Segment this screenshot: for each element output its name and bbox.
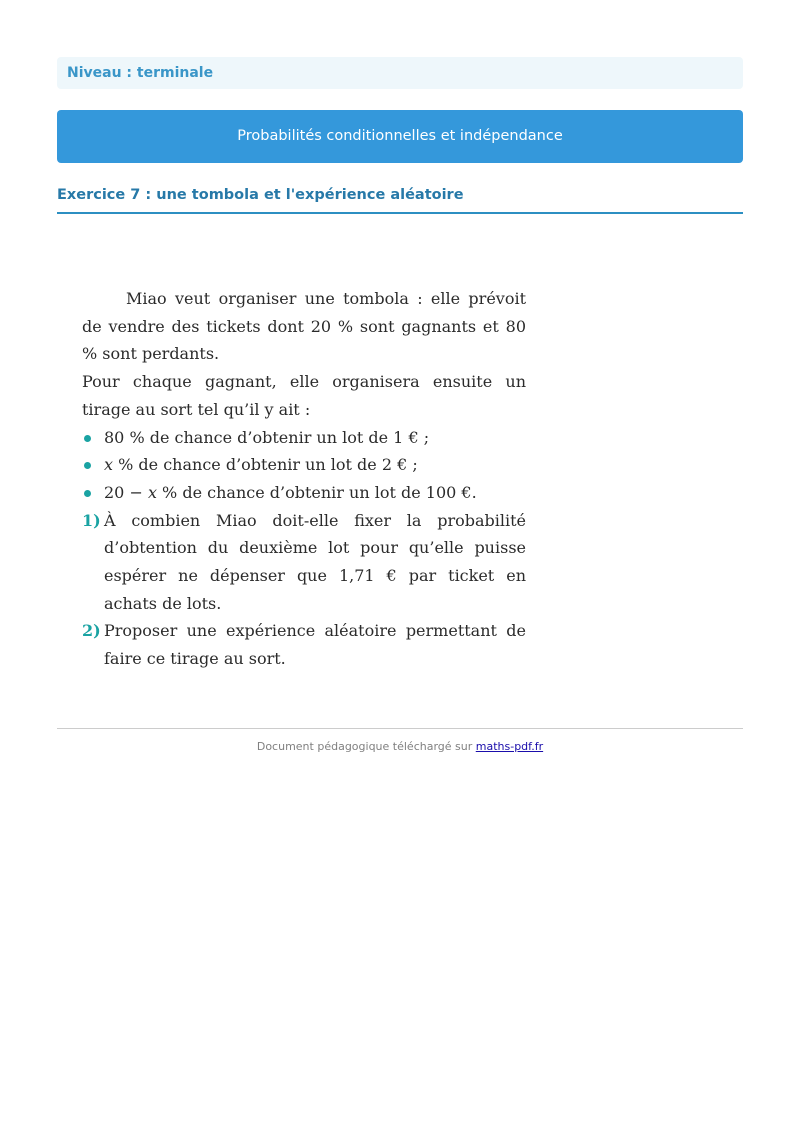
question-item xyxy=(82,507,526,618)
exercise-title: Exercice 7 : une tombola et l'expérience aléatoire xyxy=(57,184,743,214)
question-text: À combien Miao doit-elle fixer la probabilité d’obtention du deuxième lot pour qu’elle puisse espérer ne dépenser que 1,71 € par ticket en achats de lots. xyxy=(104,510,526,613)
question-item xyxy=(82,617,526,672)
case-prefix: 80 % xyxy=(104,427,145,447)
case-variable: x xyxy=(104,455,114,475)
footer-link[interactable]: maths-pdf.fr xyxy=(475,740,544,753)
case-text: de chance d’obtenir un lot de 1 € ; xyxy=(144,427,430,447)
list-item xyxy=(82,451,526,479)
footer xyxy=(57,740,743,753)
list-item xyxy=(82,424,526,452)
case-text: de chance d’obtenir un lot de 100 €. xyxy=(177,482,477,502)
exercise-statement xyxy=(82,285,526,673)
question-list xyxy=(82,507,526,673)
level-label: Niveau : terminale xyxy=(57,57,743,89)
outcome-list xyxy=(82,424,526,507)
topic-banner: Probabilités conditionnelles et indépendance xyxy=(57,110,743,163)
bullet-icon xyxy=(84,462,91,469)
question-number: 1) xyxy=(82,510,101,530)
question-number: 2) xyxy=(82,621,101,641)
bullet-icon xyxy=(84,490,91,497)
case-prefix: % xyxy=(113,455,134,475)
exercise-intro: Miao veut organiser une tombola : elle prévoit de vendre des tickets dont 20 % sont gagnants et 80 % sont perdants. xyxy=(82,289,526,364)
bullet-icon xyxy=(84,435,91,442)
case-variable: x xyxy=(147,482,157,502)
case-prefix: 20 − xyxy=(104,482,148,502)
case-suffix: % xyxy=(156,482,178,502)
question-text: Proposer une expérience aléatoire permettant de faire ce tirage au sort. xyxy=(104,621,526,669)
footer-text: Document pédagogique téléchargé sur xyxy=(256,740,476,753)
footer-divider xyxy=(57,728,743,729)
case-text: de chance d’obtenir un lot de 2 € ; xyxy=(133,455,418,475)
exercise-setup: Pour chaque gagnant, elle organisera ensuite un tirage au sort tel qu’il y ait : xyxy=(82,372,526,419)
list-item xyxy=(82,479,526,507)
